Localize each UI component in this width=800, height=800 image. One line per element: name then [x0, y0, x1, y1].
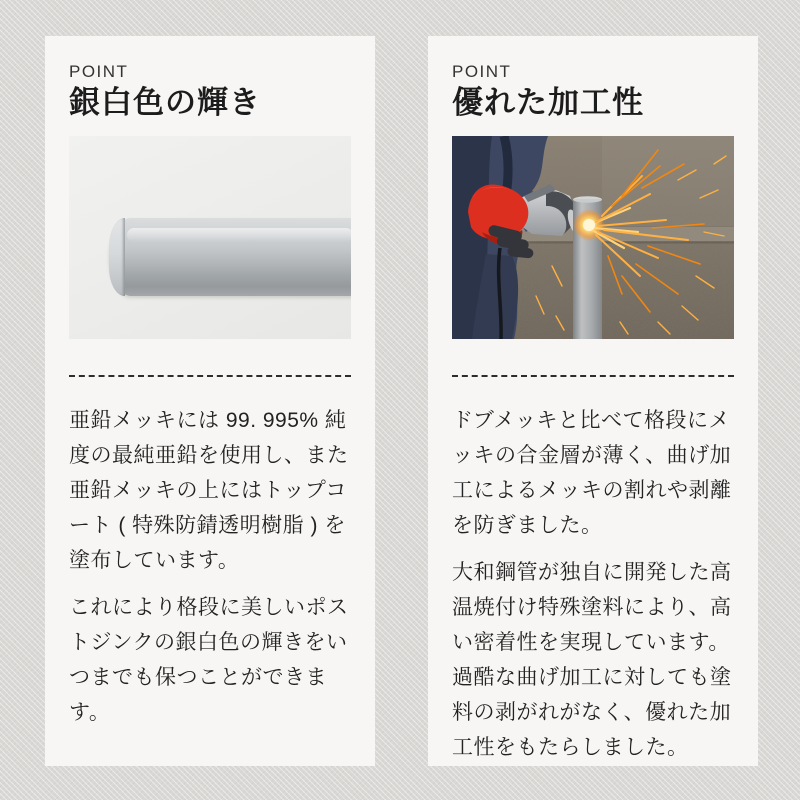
body-paragraph: 亜鉛メッキには 99. 995% 純度の最純亜鉛を使用し、また亜鉛メッキの上にはトップコート ( 特殊防錆透明樹脂 ) を塗布しています。 [69, 409, 349, 572]
point-label: POINT [69, 62, 129, 81]
dashed-divider [69, 375, 351, 377]
dashed-divider [452, 375, 734, 377]
feature-card-silver-shine [45, 36, 375, 766]
body-paragraph: 大和鋼管が独自に開発した高温焼付け特殊塗料により、高い密着性を実現しています。過酷な曲げ加工に対しても塗料の剥がれがなく、優れた加工性をもたらしました。 [452, 561, 732, 759]
feature-card-workability [428, 36, 758, 766]
galvanized-pipe-photo [69, 136, 351, 339]
grinding-photo-svg [452, 136, 734, 339]
body-paragraph: これにより格段に美しいポストジンクの銀白色の輝きをいつまでも保つことができます。 [69, 596, 349, 724]
steel-pipe-image [109, 218, 351, 296]
grinding-sparks-photo [452, 136, 734, 339]
card-title-workability: 優れた加工性 [452, 85, 644, 120]
card-title-silver-shine: 銀白色の輝き [69, 85, 261, 120]
point-label: POINT [452, 62, 512, 81]
body-paragraph: ドブメッキと比べて格段にメッキの合金層が薄く、曲げ加工によるメッキの割れや剥離を防ぎました。 [452, 409, 732, 537]
